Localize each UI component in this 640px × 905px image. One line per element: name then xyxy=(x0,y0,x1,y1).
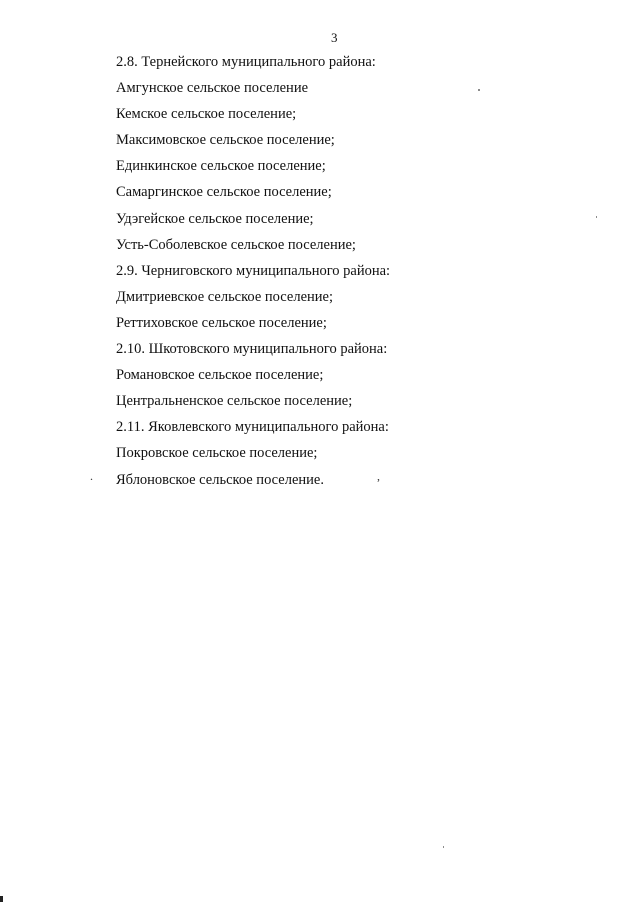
list-item: Романовское сельское поселение; xyxy=(116,367,324,384)
list-item: Центральненское сельское поселение; xyxy=(116,393,353,410)
list-item: Амгунское сельское поселение xyxy=(116,80,309,97)
list-item: Удэгейское сельское поселение; xyxy=(116,210,314,227)
list-item: Яблоновское сельское поселение. xyxy=(116,471,324,488)
list-item: Самаргинское сельское поселение; xyxy=(116,184,332,201)
section-heading-shkotovsky: 2.10. Шкотовского муниципального района: xyxy=(116,341,388,358)
scan-speck xyxy=(0,896,3,902)
settlement-list xyxy=(116,52,390,496)
section-heading-chernigovsky: 2.9. Черниговского муниципального района: xyxy=(116,262,391,279)
list-item: Усть-Соболевское сельское поселение; xyxy=(116,236,356,253)
list-item: Покровское сельское поселение; xyxy=(116,445,318,462)
list-item: Кемское сельское поселение; xyxy=(116,106,297,123)
page-number: 3 xyxy=(331,30,338,45)
scan-mark-dot: . xyxy=(90,469,93,483)
list-item: Единкинское сельское поселение; xyxy=(116,158,326,175)
list-item: Реттиховское сельское поселение; xyxy=(116,314,327,331)
scan-mark-comma: , xyxy=(377,469,380,483)
section-heading-yakovlevsky: 2.11. Яковлевского муниципального района: xyxy=(116,419,389,436)
scan-speck xyxy=(478,89,480,91)
scan-speck xyxy=(596,216,597,218)
scan-speck xyxy=(443,846,444,848)
list-item: Дмитриевское сельское поселение; xyxy=(116,288,333,305)
section-heading-terneysky: 2.8. Тернейского муниципального района: xyxy=(116,54,376,70)
list-item: Максимовское сельское поселение; xyxy=(116,132,335,149)
